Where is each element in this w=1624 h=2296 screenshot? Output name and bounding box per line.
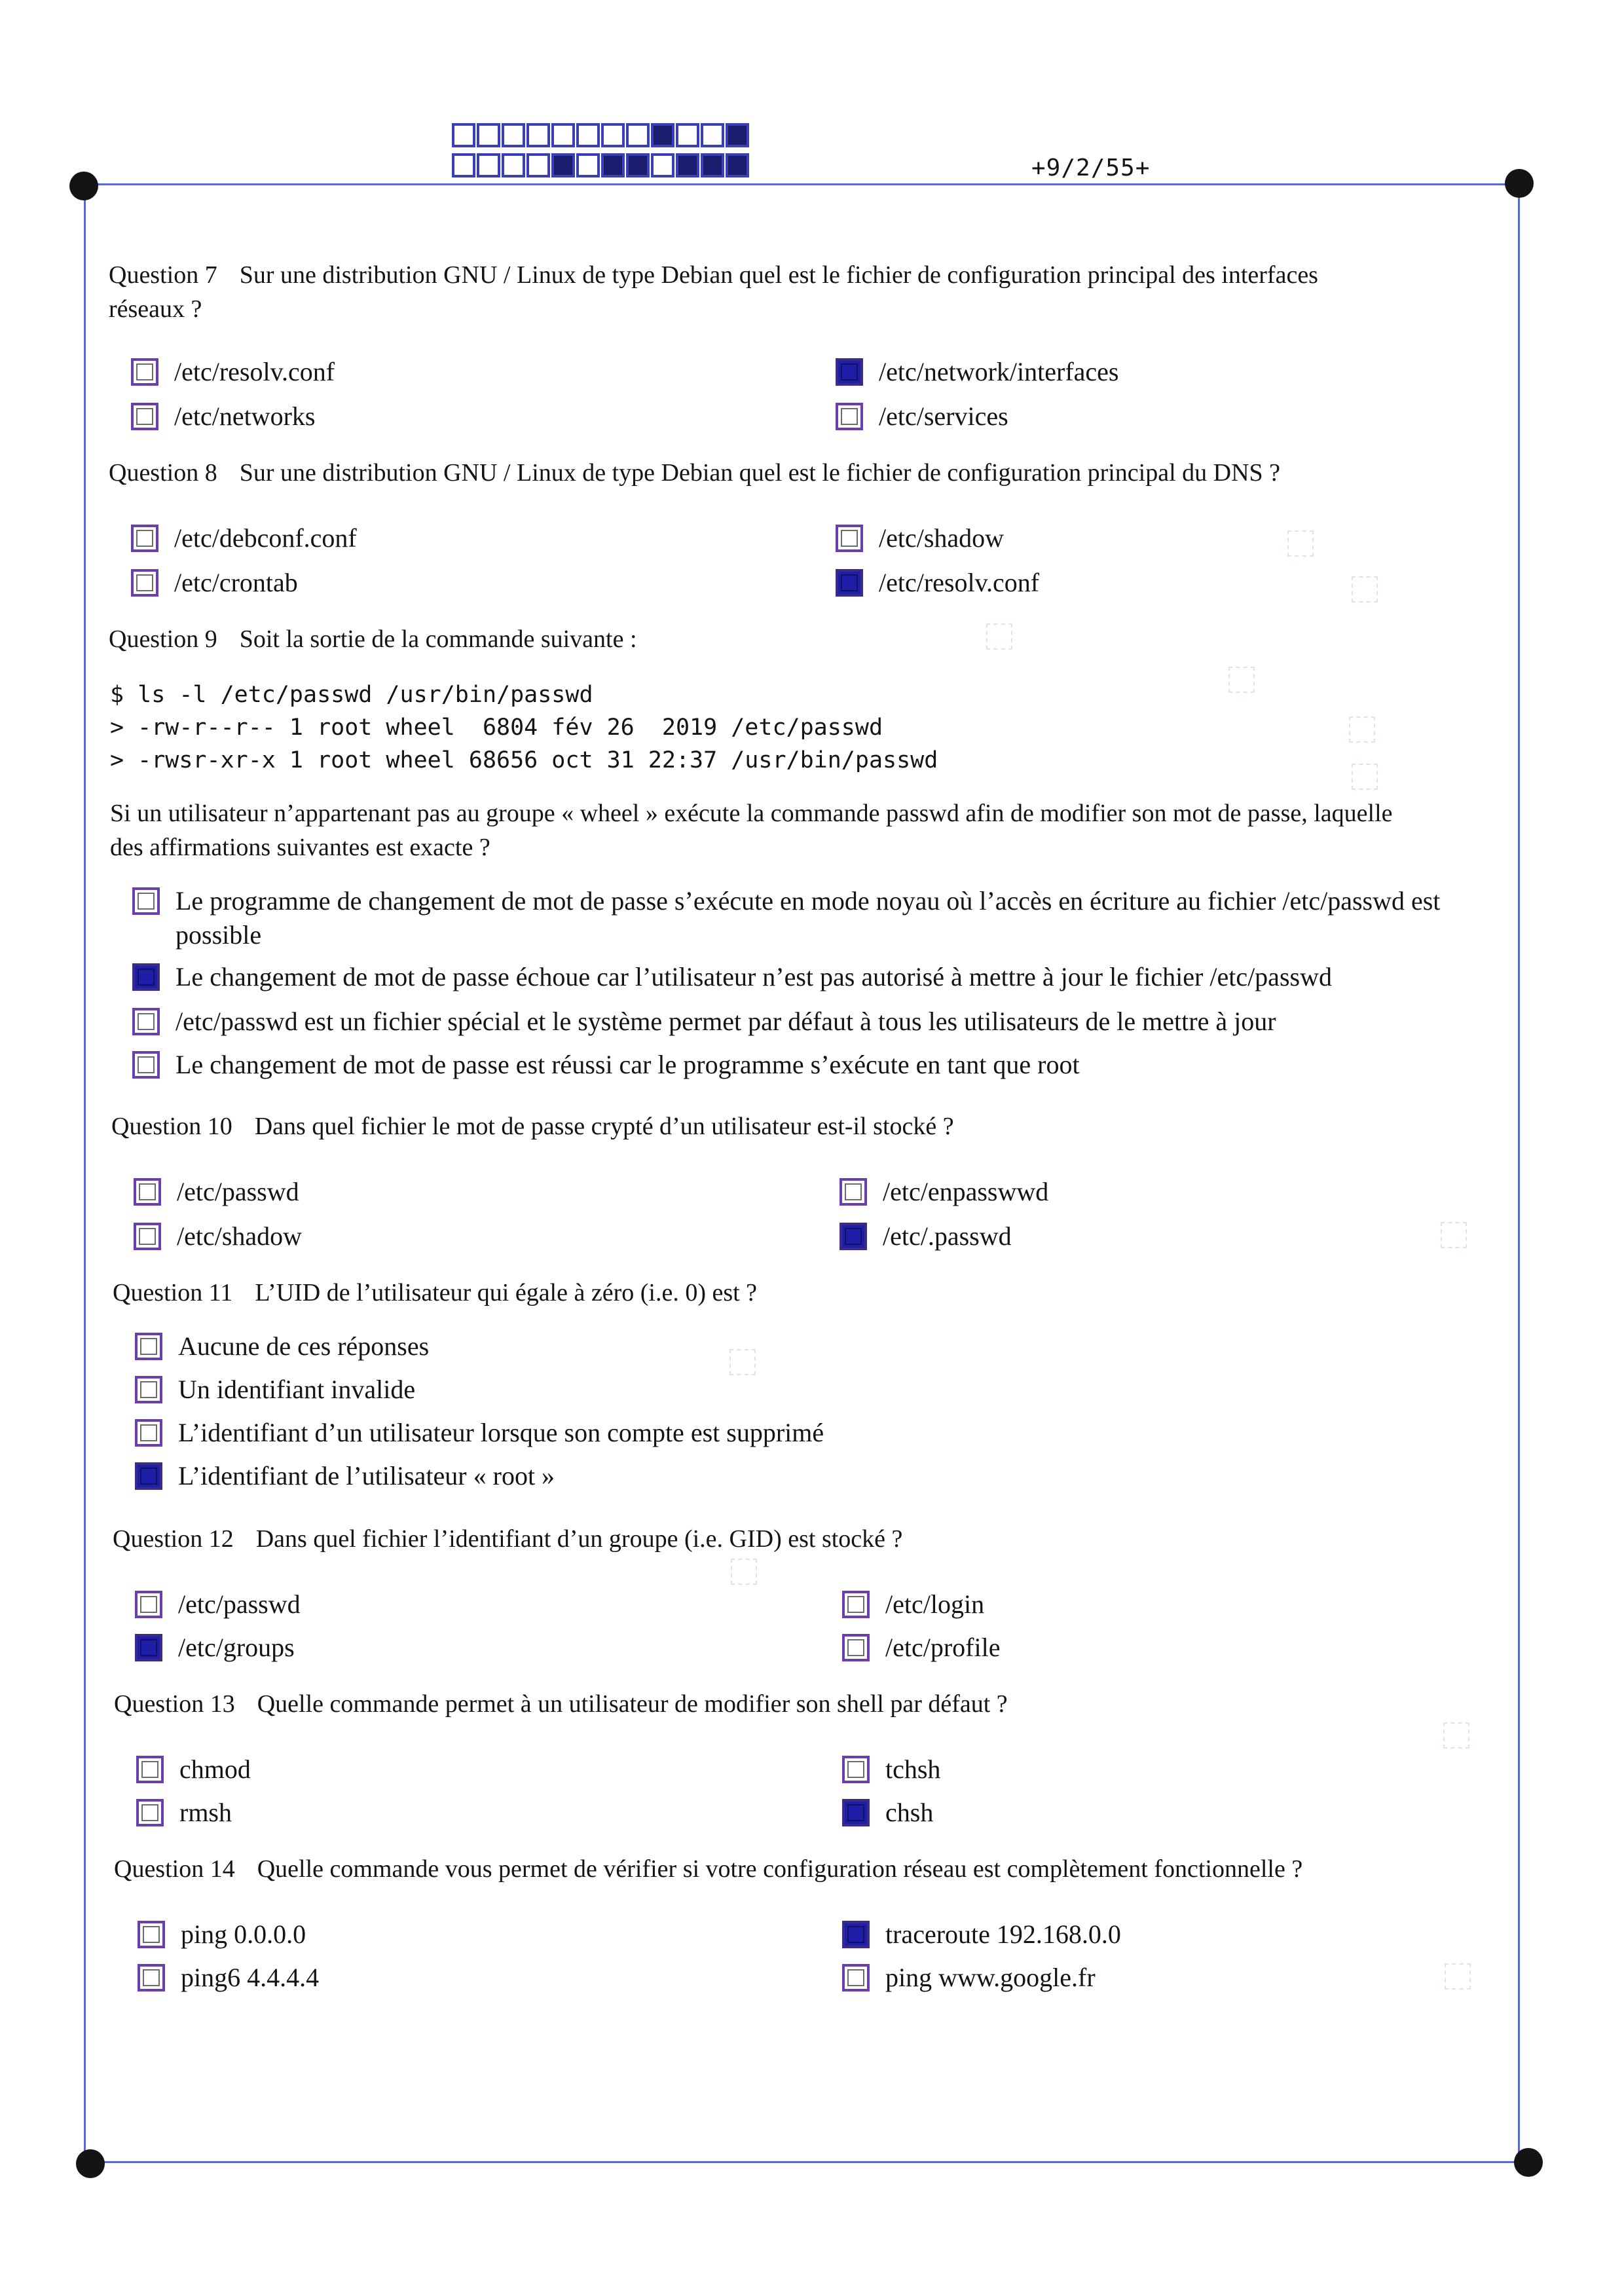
checkbox[interactable] — [836, 403, 863, 430]
barcode-cell — [551, 123, 575, 147]
question-text-cont: réseaux ? — [109, 295, 202, 323]
q8-option-2[interactable] — [836, 521, 1004, 555]
checkbox[interactable] — [131, 403, 158, 430]
option-label: /etc/groups — [178, 1633, 295, 1662]
question-text: Dans quel fichier le mot de passe crypté d’un utilisateur est-il stocké ? — [254, 1113, 954, 1140]
checkbox[interactable] — [836, 358, 863, 386]
barcode-cell — [551, 153, 575, 177]
question-9-paragraph: Si un utilisateur n’appartenant pas au groupe « wheel » exécute la commande passwd afin de modifier son mot de passe, laquelle — [110, 800, 1393, 827]
question-text: Dans quel fichier l’identifiant d’un groupe (i.e. GID) est stocké ? — [255, 1525, 903, 1553]
q10-option-4[interactable] — [840, 1219, 1012, 1253]
scan-artifact — [1349, 716, 1375, 743]
option-label: /etc/resolv.conf — [174, 357, 335, 386]
option-label: Un identifiant invalide — [178, 1375, 416, 1404]
option-label: /etc/shadow — [177, 1221, 303, 1251]
option-label: /etc/resolv.conf — [879, 568, 1040, 597]
option-label: /etc/networks — [174, 401, 316, 431]
scan-artifact — [1445, 1963, 1471, 1990]
option-label: rmsh — [179, 1798, 232, 1827]
barcode-cell — [576, 123, 600, 147]
frame-bottom-line — [90, 2161, 1531, 2163]
checkbox[interactable] — [136, 1756, 164, 1783]
checkbox[interactable] — [840, 1223, 867, 1250]
question-text: Soit la sortie de la commande suivante : — [239, 625, 637, 653]
q10-option-1[interactable] — [134, 1175, 299, 1209]
q13-option-1[interactable] — [136, 1752, 251, 1787]
checkbox[interactable] — [135, 1333, 162, 1360]
question-label: Question 11 — [113, 1279, 233, 1306]
q13-option-3[interactable] — [136, 1796, 232, 1830]
checkbox[interactable] — [842, 1591, 870, 1618]
barcode-cell — [477, 153, 500, 177]
option-label: /etc/passwd — [177, 1177, 299, 1206]
frame-left-line — [84, 183, 86, 2161]
question-10-title — [111, 1109, 1506, 1143]
option-label: chsh — [885, 1798, 934, 1827]
checkbox[interactable] — [136, 1799, 164, 1826]
q11-option-1[interactable] — [135, 1329, 429, 1363]
question-text: L’UID de l’utilisateur qui égale à zéro (i.e. 0) est ? — [255, 1279, 758, 1306]
checkbox[interactable] — [131, 525, 158, 552]
option-label: /etc/.passwd — [883, 1221, 1012, 1251]
scan-artifact — [1228, 667, 1255, 693]
q7-option-2[interactable] — [836, 355, 1118, 389]
checkbox[interactable] — [836, 569, 863, 597]
question-label: Question 14 — [114, 1855, 235, 1883]
checkbox[interactable] — [842, 1799, 870, 1826]
option-label: traceroute 192.168.0.0 — [885, 1919, 1121, 1949]
scan-artifact — [1441, 1222, 1467, 1248]
question-12-title — [113, 1522, 1507, 1556]
option-label: ping 0.0.0.0 — [181, 1919, 306, 1949]
code-line-2: > -rw-r--r-- 1 root wheel 6804 fév 26 2019 /etc/passwd — [110, 714, 883, 741]
option-label: tchsh — [885, 1754, 941, 1784]
code-line-1: $ ls -l /etc/passwd /usr/bin/passwd — [110, 682, 593, 708]
checkbox[interactable] — [132, 1008, 160, 1035]
barcode-cell — [502, 123, 525, 147]
barcode-cell — [526, 123, 550, 147]
q12-option-4[interactable] — [842, 1631, 1000, 1665]
question-9-paragraph-cont: des affirmations suivantes est exacte ? — [110, 834, 490, 861]
checkbox[interactable] — [132, 963, 160, 991]
checkbox[interactable] — [135, 1591, 162, 1618]
barcode-cell — [601, 123, 625, 147]
checkbox[interactable] — [135, 1419, 162, 1447]
q10-option-2[interactable] — [840, 1175, 1048, 1209]
q14-option-4[interactable] — [842, 1961, 1096, 1995]
barcode-cell — [726, 123, 749, 147]
option-label: /etc/shadow — [879, 523, 1005, 553]
q9-option-4[interactable] — [132, 1048, 1080, 1082]
q12-option-1[interactable] — [135, 1587, 301, 1621]
frame-right-line — [1518, 183, 1520, 2161]
checkbox[interactable] — [138, 1964, 165, 1991]
barcode-row-2 — [452, 153, 750, 177]
scan-artifact — [729, 1349, 756, 1375]
question-text: Quelle commande vous permet de vérifier si votre configuration réseau est complètement fonctionnelle ? — [257, 1855, 1303, 1883]
q14-option-3[interactable] — [138, 1961, 319, 1995]
q9-option-1[interactable] — [132, 884, 1514, 952]
question-11-title — [113, 1276, 1507, 1310]
question-label: Question 12 — [113, 1525, 234, 1553]
barcode-cell — [526, 153, 550, 177]
option-label: chmod — [179, 1754, 251, 1784]
checkbox[interactable] — [836, 525, 863, 552]
option-label: /etc/enpasswwd — [883, 1177, 1049, 1206]
option-label-line-1: Le programme de changement de mot de passe s’exécute en mode noyau où l’accès en écriture au fichier /etc/passwd est — [175, 886, 1441, 916]
scan-artifact — [1287, 530, 1314, 557]
option-label: /etc/services — [879, 401, 1008, 431]
question-label: Question 8 — [109, 459, 217, 487]
question-label: Question 9 — [109, 625, 217, 653]
barcode-cell — [601, 153, 625, 177]
question-8-title — [109, 456, 1504, 490]
option-label: ping www.google.fr — [885, 1963, 1096, 1992]
checkbox[interactable] — [842, 1964, 870, 1991]
barcode-cell — [676, 123, 699, 147]
q7-option-3[interactable] — [131, 399, 316, 434]
checkbox[interactable] — [840, 1178, 867, 1206]
barcode-cell — [452, 153, 475, 177]
question-14-title — [114, 1852, 1509, 1886]
option-label: L’identifiant d’un utilisateur lorsque son compte est supprimé — [178, 1418, 824, 1447]
q14-option-2[interactable] — [842, 1917, 1121, 1952]
checkbox[interactable] — [842, 1921, 870, 1948]
checkbox[interactable] — [131, 569, 158, 597]
corner-marker-bottom-right — [1514, 2148, 1543, 2177]
checkbox[interactable] — [132, 887, 160, 915]
barcode-cell — [651, 123, 674, 147]
q7-option-1[interactable] — [131, 355, 335, 389]
q12-option-3[interactable] — [135, 1631, 295, 1665]
barcode-cell — [452, 123, 475, 147]
option-label: /etc/passwd — [178, 1589, 301, 1619]
q11-option-4[interactable] — [135, 1459, 555, 1493]
question-text: Quelle commande permet à un utilisateur de modifier son shell par défaut ? — [257, 1690, 1008, 1718]
question-text: Sur une distribution GNU / Linux de type Debian quel est le fichier de configuration principal du DNS ? — [239, 459, 1281, 487]
option-label: /etc/login — [885, 1589, 985, 1619]
option-label: /etc/passwd est un fichier spécial et le système permet par défaut à tous les utilisateurs de le mettre à jour — [175, 1007, 1276, 1036]
checkbox[interactable] — [134, 1178, 161, 1206]
code-line-3: > -rwsr-xr-x 1 root wheel 68656 oct 31 22:37 /usr/bin/passwd — [110, 747, 938, 773]
checkbox[interactable] — [135, 1634, 162, 1661]
option-label: /etc/profile — [885, 1633, 1001, 1662]
option-label: Le changement de mot de passe est réussi car le programme s’exécute en tant que root — [175, 1050, 1080, 1079]
corner-marker-top-right — [1505, 169, 1534, 198]
q10-option-3[interactable] — [134, 1219, 302, 1253]
option-label: Le changement de mot de passe échoue car l’utilisateur n’est pas autorisé à mettre à jour le fichier /etc/passwd — [175, 962, 1332, 991]
question-13-title — [114, 1687, 1509, 1721]
question-text: Sur une distribution GNU / Linux de type Debian quel est le fichier de configuration principal des interfaces — [239, 261, 1318, 289]
scan-artifact — [986, 623, 1012, 650]
barcode-cell — [701, 123, 724, 147]
barcode-cell — [726, 153, 749, 177]
option-label — [175, 884, 1440, 952]
barcode-cell — [576, 153, 600, 177]
checkbox[interactable] — [134, 1223, 161, 1250]
question-9-title — [109, 622, 1504, 656]
barcode-cell — [651, 153, 674, 177]
barcode-row-1 — [452, 123, 750, 147]
barcode-cell — [502, 153, 525, 177]
barcode-cell — [626, 153, 650, 177]
page-id: +9/2/55+ — [1031, 155, 1151, 181]
q7-option-4[interactable] — [836, 399, 1008, 434]
checkbox[interactable] — [131, 358, 158, 386]
q13-option-2[interactable] — [842, 1752, 940, 1787]
checkbox[interactable] — [842, 1634, 870, 1661]
q8-option-1[interactable] — [131, 521, 357, 555]
barcode-cell — [626, 123, 650, 147]
option-label: /etc/network/interfaces — [879, 357, 1119, 386]
option-label: L’identifiant de l’utilisateur « root » — [178, 1461, 555, 1491]
option-label: /etc/crontab — [174, 568, 298, 597]
option-label: /etc/debconf.conf — [174, 523, 357, 553]
frame-top-line — [84, 183, 1524, 185]
checkbox[interactable] — [135, 1462, 162, 1490]
checkbox[interactable] — [842, 1756, 870, 1783]
checkbox[interactable] — [132, 1051, 160, 1079]
option-label: ping6 4.4.4.4 — [181, 1963, 320, 1992]
q9-option-3[interactable] — [132, 1005, 1276, 1039]
barcode-cell — [676, 153, 699, 177]
q8-option-3[interactable] — [131, 566, 298, 600]
corner-marker-bottom-left — [76, 2149, 105, 2178]
question-label: Question 13 — [114, 1690, 235, 1718]
q8-option-4[interactable] — [836, 566, 1039, 600]
q11-option-2[interactable] — [135, 1373, 415, 1407]
scan-artifact — [731, 1559, 757, 1585]
q11-option-3[interactable] — [135, 1416, 824, 1450]
scan-artifact — [1352, 764, 1378, 790]
q13-option-4[interactable] — [842, 1796, 933, 1830]
scan-artifact — [1443, 1722, 1469, 1749]
question-label: Question 10 — [111, 1113, 232, 1140]
scan-artifact — [1352, 576, 1378, 602]
option-label-line-2: possible — [175, 920, 262, 950]
question-label: Question 7 — [109, 261, 217, 289]
question-7-title — [109, 258, 1504, 292]
checkbox[interactable] — [135, 1376, 162, 1403]
q9-option-2[interactable] — [132, 960, 1332, 994]
corner-marker-top-left — [69, 172, 98, 200]
q12-option-2[interactable] — [842, 1587, 984, 1621]
barcode-cell — [701, 153, 724, 177]
barcode-cell — [477, 123, 500, 147]
checkbox[interactable] — [138, 1921, 165, 1948]
q14-option-1[interactable] — [138, 1917, 306, 1952]
option-label: Aucune de ces réponses — [178, 1331, 430, 1361]
question-7-title-cont — [109, 292, 202, 326]
